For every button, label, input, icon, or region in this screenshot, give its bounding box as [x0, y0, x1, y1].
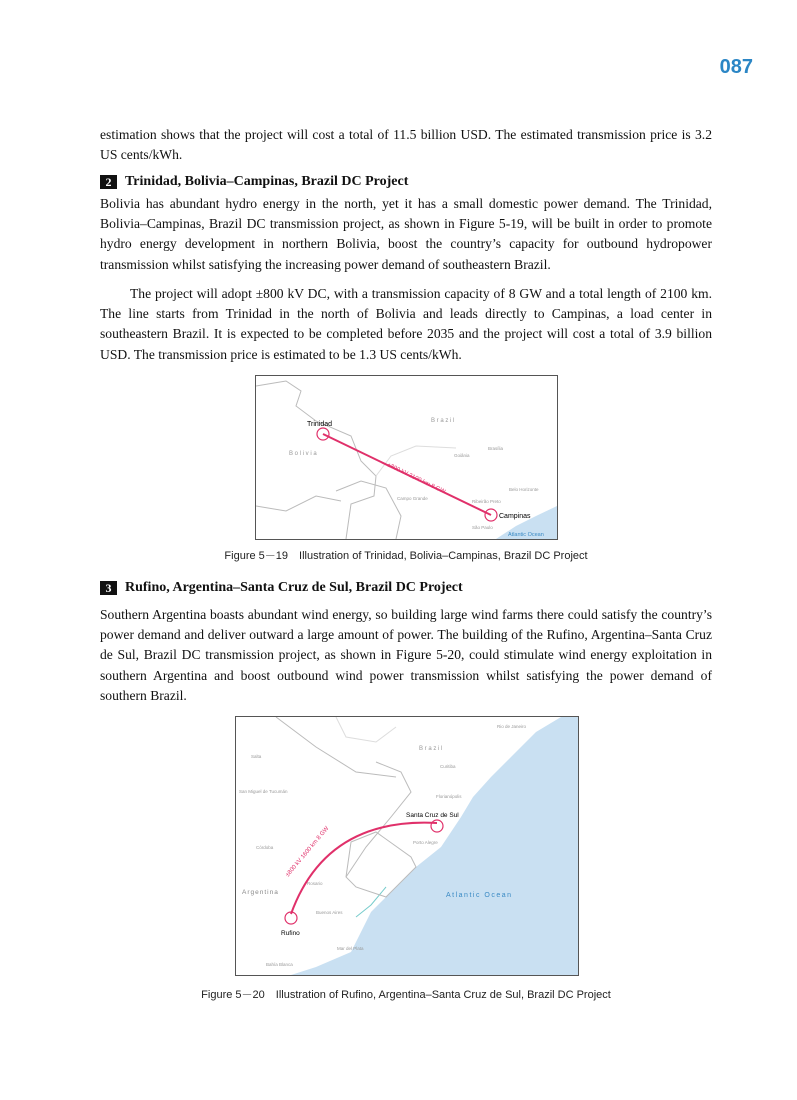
map-city-label: Bahía Blanca — [266, 962, 293, 967]
paragraph: The project will adopt ±800 kV DC, with a transmission capacity of 8 GW and a total length of 2100 km. The line starts from Trinidad in the north of Bolivia and leads directly to Campinas, a load center in southeastern Brazil. It is expected to be completed before 2035 and the project will cost a total of 3.9 billion USD. The transmission price is estimated to be 1.3 US cents/kWh. — [100, 286, 712, 362]
map-city-label: Curitiba — [440, 764, 456, 769]
map-city-label: Campo Grande — [397, 496, 428, 501]
paragraph: Bolivia has abundant hydro energy in the north, yet it has a small domestic power demand. The Trinidad, Bolivia–Campinas, Brazil DC transmission project, as shown in Figure 5-19, will be built in order to promote hydro energy development in northern Bolivia, boost the country’s capacity for outbound hydropower transmission whilst satisfying the increasing power demand of southeastern Brazil. — [100, 196, 712, 272]
map-line-label: ±800 kV 1600 km 8 GW — [284, 825, 331, 879]
map-city-label: Salta — [251, 754, 262, 759]
intro-paragraph: estimation shows that the project will cost a total of 11.5 billion USD. The estimated transmission price is 3.2 US cents/kWh. — [100, 127, 712, 163]
map-city-label: Brasília — [488, 446, 504, 451]
section-heading-2 — [100, 174, 408, 190]
map-city-label: Rio de Janeiro — [497, 724, 527, 729]
map-city-label: San Miguel de Tucumán — [239, 789, 288, 794]
map-ocean-label: Atlantic Ocean — [508, 532, 544, 538]
map-country-label: B r a z i l — [419, 746, 443, 752]
section-number: 3 — [100, 581, 117, 595]
map-country-label: B r a z i l — [431, 418, 455, 424]
section-number: 2 — [100, 175, 117, 189]
page-number: 087 — [719, 56, 753, 78]
map-city-label: Belo Horizonte — [509, 487, 539, 492]
section-heading-3 — [100, 580, 463, 596]
paragraph: Southern Argentina boasts abundant wind energy, so building large wind farms there could satisfy the country’s power demand and deliver outward a large amount of power. The building of the Rufino, Argentina–Santa Cruz de Sul, Brazil DC transmission project, as shown in Figure 5-20, could stimulate wind energy exploitation in southern Argentina and boost outbound wind power transmission whilst satisfying the power demand of southern Brazil. — [100, 607, 712, 703]
map-city-label: Porto Alegre — [413, 840, 438, 845]
map-label-start: Trinidad — [307, 421, 333, 428]
map-city-label: Florianópolis — [436, 794, 462, 799]
section-title: Trinidad, Bolivia–Campinas, Brazil DC Project — [125, 174, 409, 189]
map-label-start: Rufino — [281, 930, 300, 937]
map-city-label: Córdoba — [256, 845, 274, 850]
map-ocean-label: Atlantic Ocean — [446, 892, 513, 899]
figure-5-19-map — [255, 375, 558, 540]
map-country-label: B o l i v i a — [289, 451, 317, 457]
figure-caption: Figure 5－19 Illustration of Trinidad, Bolivia–Campinas, Brazil DC Project — [224, 550, 588, 562]
map-line-label: ±800 kV 2100 km 8 GW — [386, 462, 447, 496]
map-city-label: Goiânia — [454, 453, 470, 458]
figure-caption: Figure 5－20 Illustration of Rufino, Argentina–Santa Cruz de Sul, Brazil DC Project — [201, 989, 611, 1001]
map-country-label: Argentina — [242, 889, 279, 896]
map-city-label: Rosario — [307, 881, 323, 886]
map-city-label: Mar del Plata — [337, 946, 364, 951]
map-label-end: Campinas — [499, 513, 531, 520]
map-city-label: Ribeirão Preto — [472, 499, 501, 504]
figure-5-20-map — [235, 716, 579, 976]
map-label-end: Santa Cruz de Sul — [406, 812, 459, 819]
map-city-label: Buenos Aires — [316, 910, 343, 915]
map-city-label: São Paulo — [472, 525, 493, 530]
section-title: Rufino, Argentina–Santa Cruz de Sul, Brazil DC Project — [125, 580, 463, 595]
